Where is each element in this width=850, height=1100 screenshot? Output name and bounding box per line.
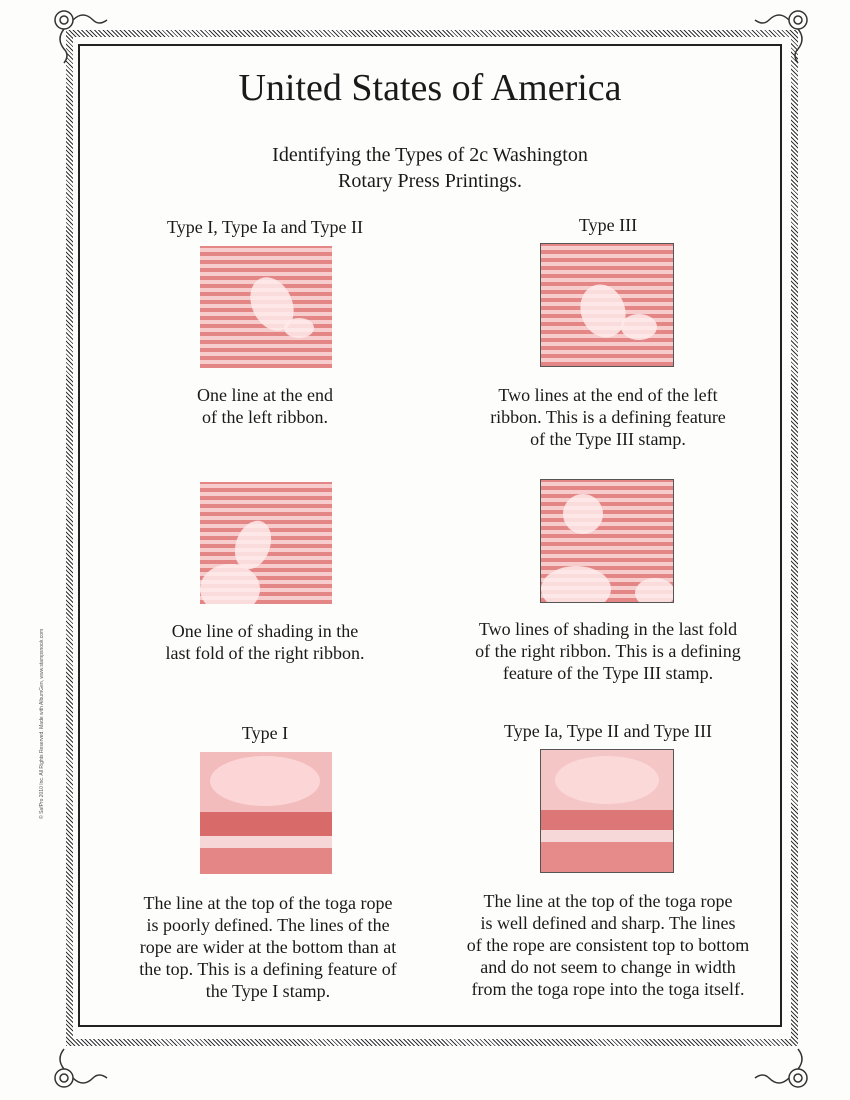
subtitle-line: Rotary Press Printings. bbox=[338, 170, 522, 192]
caption-line: of the right ribbon. This is a defining bbox=[475, 641, 741, 661]
heading-type3: Type III bbox=[578, 215, 638, 235]
caption-left-ribbon-one-line bbox=[140, 384, 390, 428]
ribbon-right-one-line-image bbox=[200, 482, 332, 604]
ribbon-right-two-lines-image bbox=[541, 480, 673, 602]
corner-ornament-bottom-left bbox=[52, 1026, 122, 1096]
caption-line: rope are wider at the bottom than at bbox=[139, 937, 397, 957]
caption-line: Two lines at the end of the left bbox=[498, 385, 718, 405]
caption-line: last fold of the right ribbon. bbox=[165, 643, 365, 663]
caption-line: from the toga rope into the toga itself. bbox=[471, 979, 745, 999]
caption-right-ribbon-two-lines bbox=[452, 618, 764, 684]
caption-line: One line at the end bbox=[197, 385, 333, 405]
corner-ornament-bottom-right bbox=[740, 1026, 810, 1096]
caption-line: One line of shading in the bbox=[171, 621, 359, 641]
caption-line: Two lines of shading in the last fold bbox=[478, 619, 738, 639]
caption-line: is poorly defined. The lines of the bbox=[146, 915, 390, 935]
heading-type1a-2-3: Type Ia, Type II and Type III bbox=[504, 721, 712, 741]
caption-line: The line at the top of the toga rope bbox=[483, 891, 733, 911]
caption-line: is well defined and sharp. The lines bbox=[480, 913, 736, 933]
caption-toga-other bbox=[448, 890, 768, 1000]
copyright-notice: © SafPro 2010 Inc. All Rights Reserved. Made with AlbumGen, www.stampsnook.com bbox=[39, 628, 45, 819]
caption-left-ribbon-two-lines bbox=[456, 384, 760, 450]
page-subtitle bbox=[78, 142, 782, 194]
caption-line: of the rope are consistent top to bottom bbox=[466, 935, 750, 955]
heading-type1: Type I bbox=[241, 723, 289, 743]
caption-line: and do not seem to change in width bbox=[480, 957, 736, 977]
caption-line: the Type I stamp. bbox=[205, 981, 331, 1001]
caption-toga-type1 bbox=[120, 892, 416, 1002]
ribbon-left-one-line-image bbox=[200, 246, 332, 368]
caption-line: feature of the Type III stamp. bbox=[502, 663, 714, 683]
toga-rope-type1-image bbox=[200, 752, 332, 874]
ribbon-left-two-lines-image bbox=[541, 244, 673, 366]
caption-right-ribbon-one-line bbox=[140, 620, 390, 664]
toga-rope-type1a-2-3-image bbox=[541, 750, 673, 872]
page-title: United States of America bbox=[238, 67, 622, 109]
caption-line: ribbon. This is a defining feature bbox=[490, 407, 726, 427]
caption-line: of the Type III stamp. bbox=[530, 429, 686, 449]
subtitle-line: Identifying the Types of 2c Washington bbox=[272, 144, 588, 166]
caption-line: The line at the top of the toga rope bbox=[143, 893, 393, 913]
heading-type1-1a-2: Type I, Type Ia and Type II bbox=[167, 217, 363, 237]
caption-line: the top. This is a defining feature of bbox=[139, 959, 397, 979]
caption-line: of the left ribbon. bbox=[202, 407, 328, 427]
